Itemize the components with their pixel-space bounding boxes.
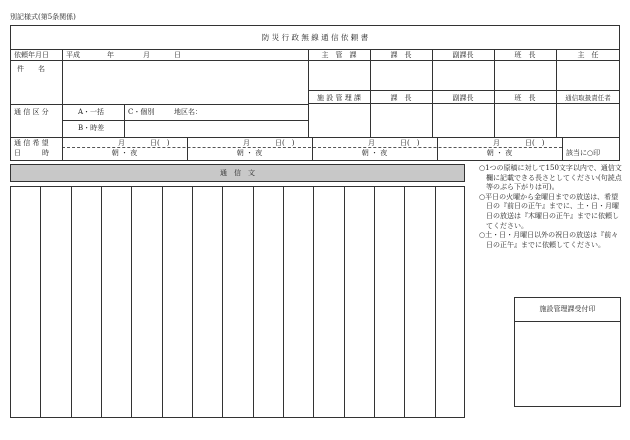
body-column-line bbox=[40, 186, 41, 418]
desired-time-label-1: 通 信 希 望 bbox=[14, 139, 49, 147]
approval-team-label: 班 長 bbox=[514, 51, 536, 59]
slot-1-ampm[interactable]: 朝 ・ 夜 bbox=[111, 149, 138, 157]
stamp-cell-staff[interactable] bbox=[557, 61, 619, 89]
era-label: 平成 bbox=[66, 51, 80, 59]
slot-4-ampm[interactable]: 朝 ・ 夜 bbox=[486, 149, 513, 157]
comm-type-b-option[interactable]: B・時差 bbox=[78, 124, 105, 132]
slot-4-month: 月 bbox=[493, 139, 500, 147]
body-header: 通 信 文 bbox=[220, 169, 255, 177]
stamp-note: 該当に○印 bbox=[566, 149, 601, 157]
subject-label: 件 名 bbox=[17, 65, 45, 73]
slot-2-ampm[interactable]: 朝 ・ 夜 bbox=[236, 149, 263, 157]
region-name-label: 地区名： bbox=[174, 108, 202, 116]
comm-type-c-option[interactable]: C・個別 bbox=[128, 108, 155, 116]
comm-type-label: 通 信 区 分 bbox=[14, 108, 49, 116]
approval-deputy-label: 副課長 bbox=[452, 51, 474, 59]
stamp-cell-deputy[interactable] bbox=[433, 61, 493, 89]
body-column-line bbox=[435, 186, 436, 418]
body-column-line bbox=[192, 186, 193, 418]
body-column-line bbox=[131, 186, 132, 418]
notes bbox=[479, 164, 622, 250]
desired-time-label-2: 日 時 bbox=[14, 149, 49, 157]
slot-1-day: 日( ) bbox=[150, 139, 170, 147]
request-date-field[interactable] bbox=[63, 50, 307, 59]
slot-1-month: 月 bbox=[118, 139, 125, 147]
body-column-line bbox=[344, 186, 345, 418]
comm-officer-label: 通信取扱責任者 bbox=[565, 94, 611, 102]
slot-2-month: 月 bbox=[243, 139, 250, 147]
body-text-grid[interactable] bbox=[10, 186, 465, 418]
body-column-line bbox=[283, 186, 284, 418]
slot-2-day: 日( ) bbox=[275, 139, 295, 147]
slot-3-day: 日( ) bbox=[400, 139, 420, 147]
request-date-label: 依頼年月日 bbox=[14, 51, 49, 59]
slot-4-day: 日( ) bbox=[525, 139, 545, 147]
approval-staff-label: 主 任 bbox=[577, 51, 599, 59]
body-column-line bbox=[253, 186, 254, 418]
month-label: 月 bbox=[143, 51, 150, 59]
facility-chief-label: 課 長 bbox=[390, 94, 412, 102]
body-column-line bbox=[313, 186, 314, 418]
comm-type-a-option[interactable]: A・一括 bbox=[78, 108, 105, 116]
stamp-cell-team[interactable] bbox=[495, 61, 555, 89]
stamp-cell-chief[interactable] bbox=[371, 61, 431, 89]
note-1: ○1つの原稿に対して150文字以内で、通信文欄に記載できる長さとしてください(句読点等のぶら下がりは可)。 bbox=[479, 164, 622, 192]
slot-3-ampm[interactable]: 朝 ・ 夜 bbox=[361, 149, 388, 157]
slot-3-month: 月 bbox=[368, 139, 375, 147]
subject-field[interactable] bbox=[63, 61, 307, 103]
body-column-line bbox=[404, 186, 405, 418]
year-label: 年 bbox=[107, 51, 114, 59]
approval-dept-label: 主 管 課 bbox=[321, 51, 357, 59]
header-note: 別記様式(第5条関係) bbox=[10, 13, 76, 21]
receipt-stamp-box[interactable] bbox=[514, 297, 621, 407]
day-label: 日 bbox=[174, 51, 181, 59]
body-column-line bbox=[374, 186, 375, 418]
body-column-line bbox=[101, 186, 102, 418]
facility-dept-label: 施 設 管 理 課 bbox=[317, 94, 361, 102]
body-column-line bbox=[71, 186, 72, 418]
facility-team-label: 班 長 bbox=[514, 94, 536, 102]
receipt-stamp-label: 施設管理課受付印 bbox=[539, 305, 596, 313]
approval-chief-label: 課 長 bbox=[390, 51, 412, 59]
note-3: ○土・日・月曜日以外の祝日の放送は『前々日の正午』までに依頼してください。 bbox=[479, 231, 619, 249]
facility-deputy-label: 副課長 bbox=[452, 94, 474, 102]
body-column-line bbox=[222, 186, 223, 418]
note-2: ○平日の火曜から金曜日までの放送は、希望日の『前日の正午』までに、土・日・月曜日の放送は『木曜日の正午』までに依頼してください。 bbox=[479, 192, 619, 230]
form-title: 防 災 行 政 無 線 通 信 依 頼 書 bbox=[261, 33, 369, 42]
body-column-line bbox=[162, 186, 163, 418]
